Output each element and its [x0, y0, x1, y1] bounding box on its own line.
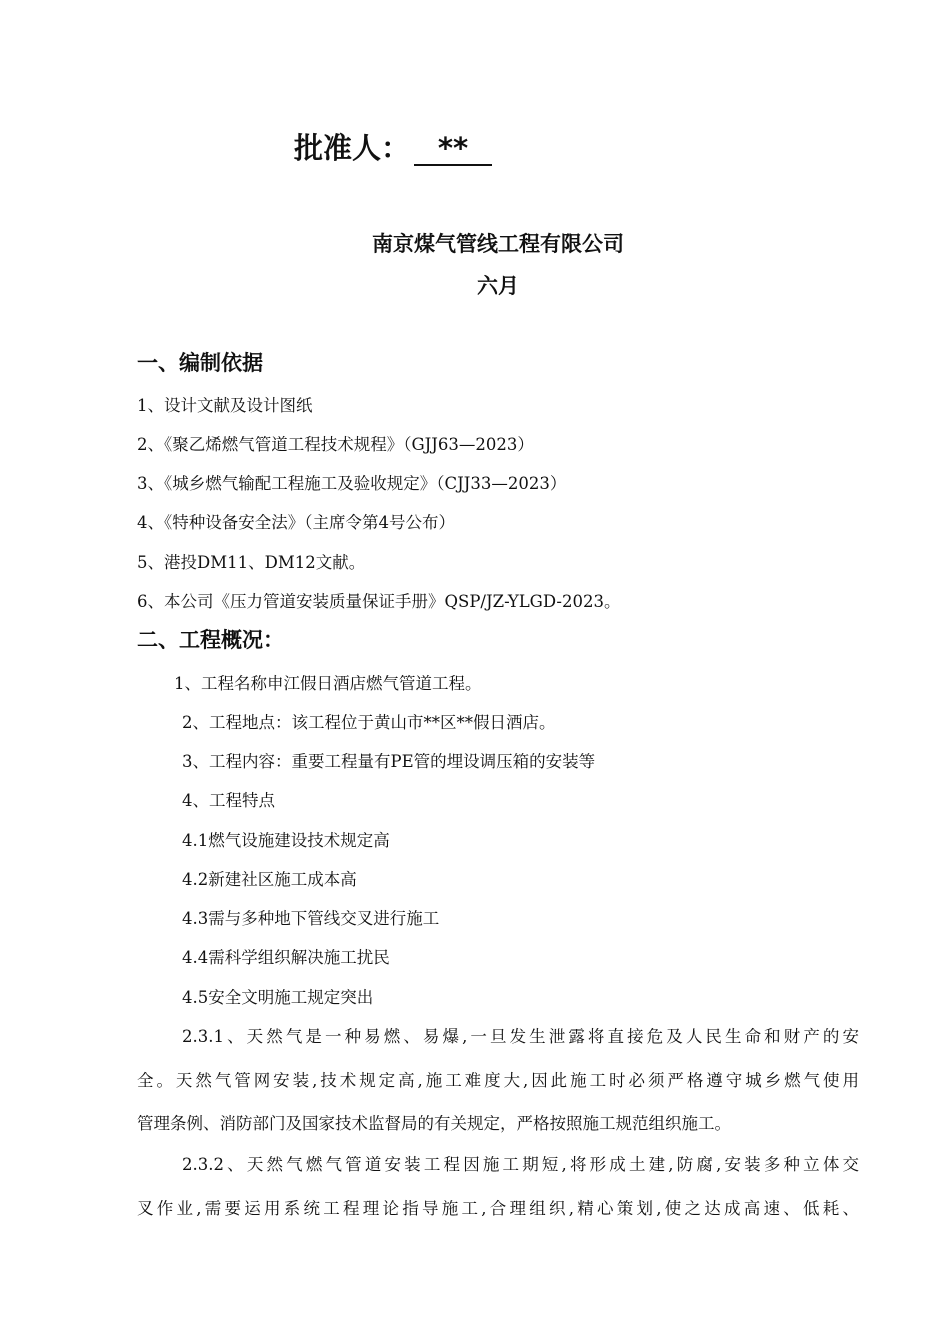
list-item: 2、工程地点：该工程位于黄山市**区**假日酒店。 — [182, 713, 556, 732]
list-item: 4.1燃气设施建设技术规定高 — [182, 831, 390, 850]
list-item: 1、工程名称申江假日酒店燃气管道工程。 — [174, 674, 482, 693]
paragraph-line: 2.3.2、天然气燃气管道安装工程因施工期短,将形成土建,防腐,安装多种立体交 — [182, 1155, 859, 1174]
section-heading-basis: 一、编制依据 — [137, 351, 263, 375]
list-item: 3、工程内容：重要工程量有PE管的埋设调压箱的安装等 — [182, 752, 596, 771]
document-month: 六月 — [477, 274, 519, 298]
list-item: 4.4需科学组织解决施工扰民 — [182, 948, 390, 967]
list-item: 4、工程特点 — [182, 791, 275, 810]
section-heading-overview: 二、工程概况： — [137, 628, 284, 652]
list-item: 1、设计文献及设计图纸 — [137, 396, 313, 415]
list-item: 2、《聚乙烯燃气管道工程技术规程》（GJJ63—2023） — [137, 435, 534, 454]
list-item: 5、港投DM11、DM12文献。 — [137, 553, 366, 572]
list-item: 3、《城乡燃气输配工程施工及验收规定》（CJJ33—2023） — [137, 474, 567, 493]
paragraph-line: 叉作业,需要运用系统工程理论指导施工,合理组织,精心策划,使之达成高速、低耗、 — [137, 1199, 859, 1218]
list-item: 4.5安全文明施工规定突出 — [182, 988, 374, 1007]
paragraph-line: 全。天然气管网安装,技术规定高,施工难度大,因此施工时必须严格遵守城乡燃气使用 — [137, 1071, 859, 1090]
approver-line — [294, 128, 492, 168]
paragraph-line: 2.3.1、天然气是一种易燃、易爆,一旦发生泄露将直接危及人民生命和财产的安 — [182, 1027, 859, 1046]
list-item: 4.3需与多种地下管线交叉进行施工 — [182, 909, 440, 928]
approver-name: ** — [414, 132, 492, 166]
list-item: 6、本公司《压力管道安装质量保证手册》QSP/JZ-YLGD-2023。 — [137, 592, 621, 611]
approver-label: 批准人： — [294, 131, 411, 165]
list-item: 4、《特种设备安全法》（主席令第4号公布） — [137, 513, 455, 532]
company-name: 南京煤气管线工程有限公司 — [372, 232, 624, 256]
list-item: 4.2新建社区施工成本高 — [182, 870, 357, 889]
paragraph-line: 管理条例、消防部门及国家技术监督局的有关规定，严格按照施工规范组织施工。 — [137, 1114, 731, 1133]
